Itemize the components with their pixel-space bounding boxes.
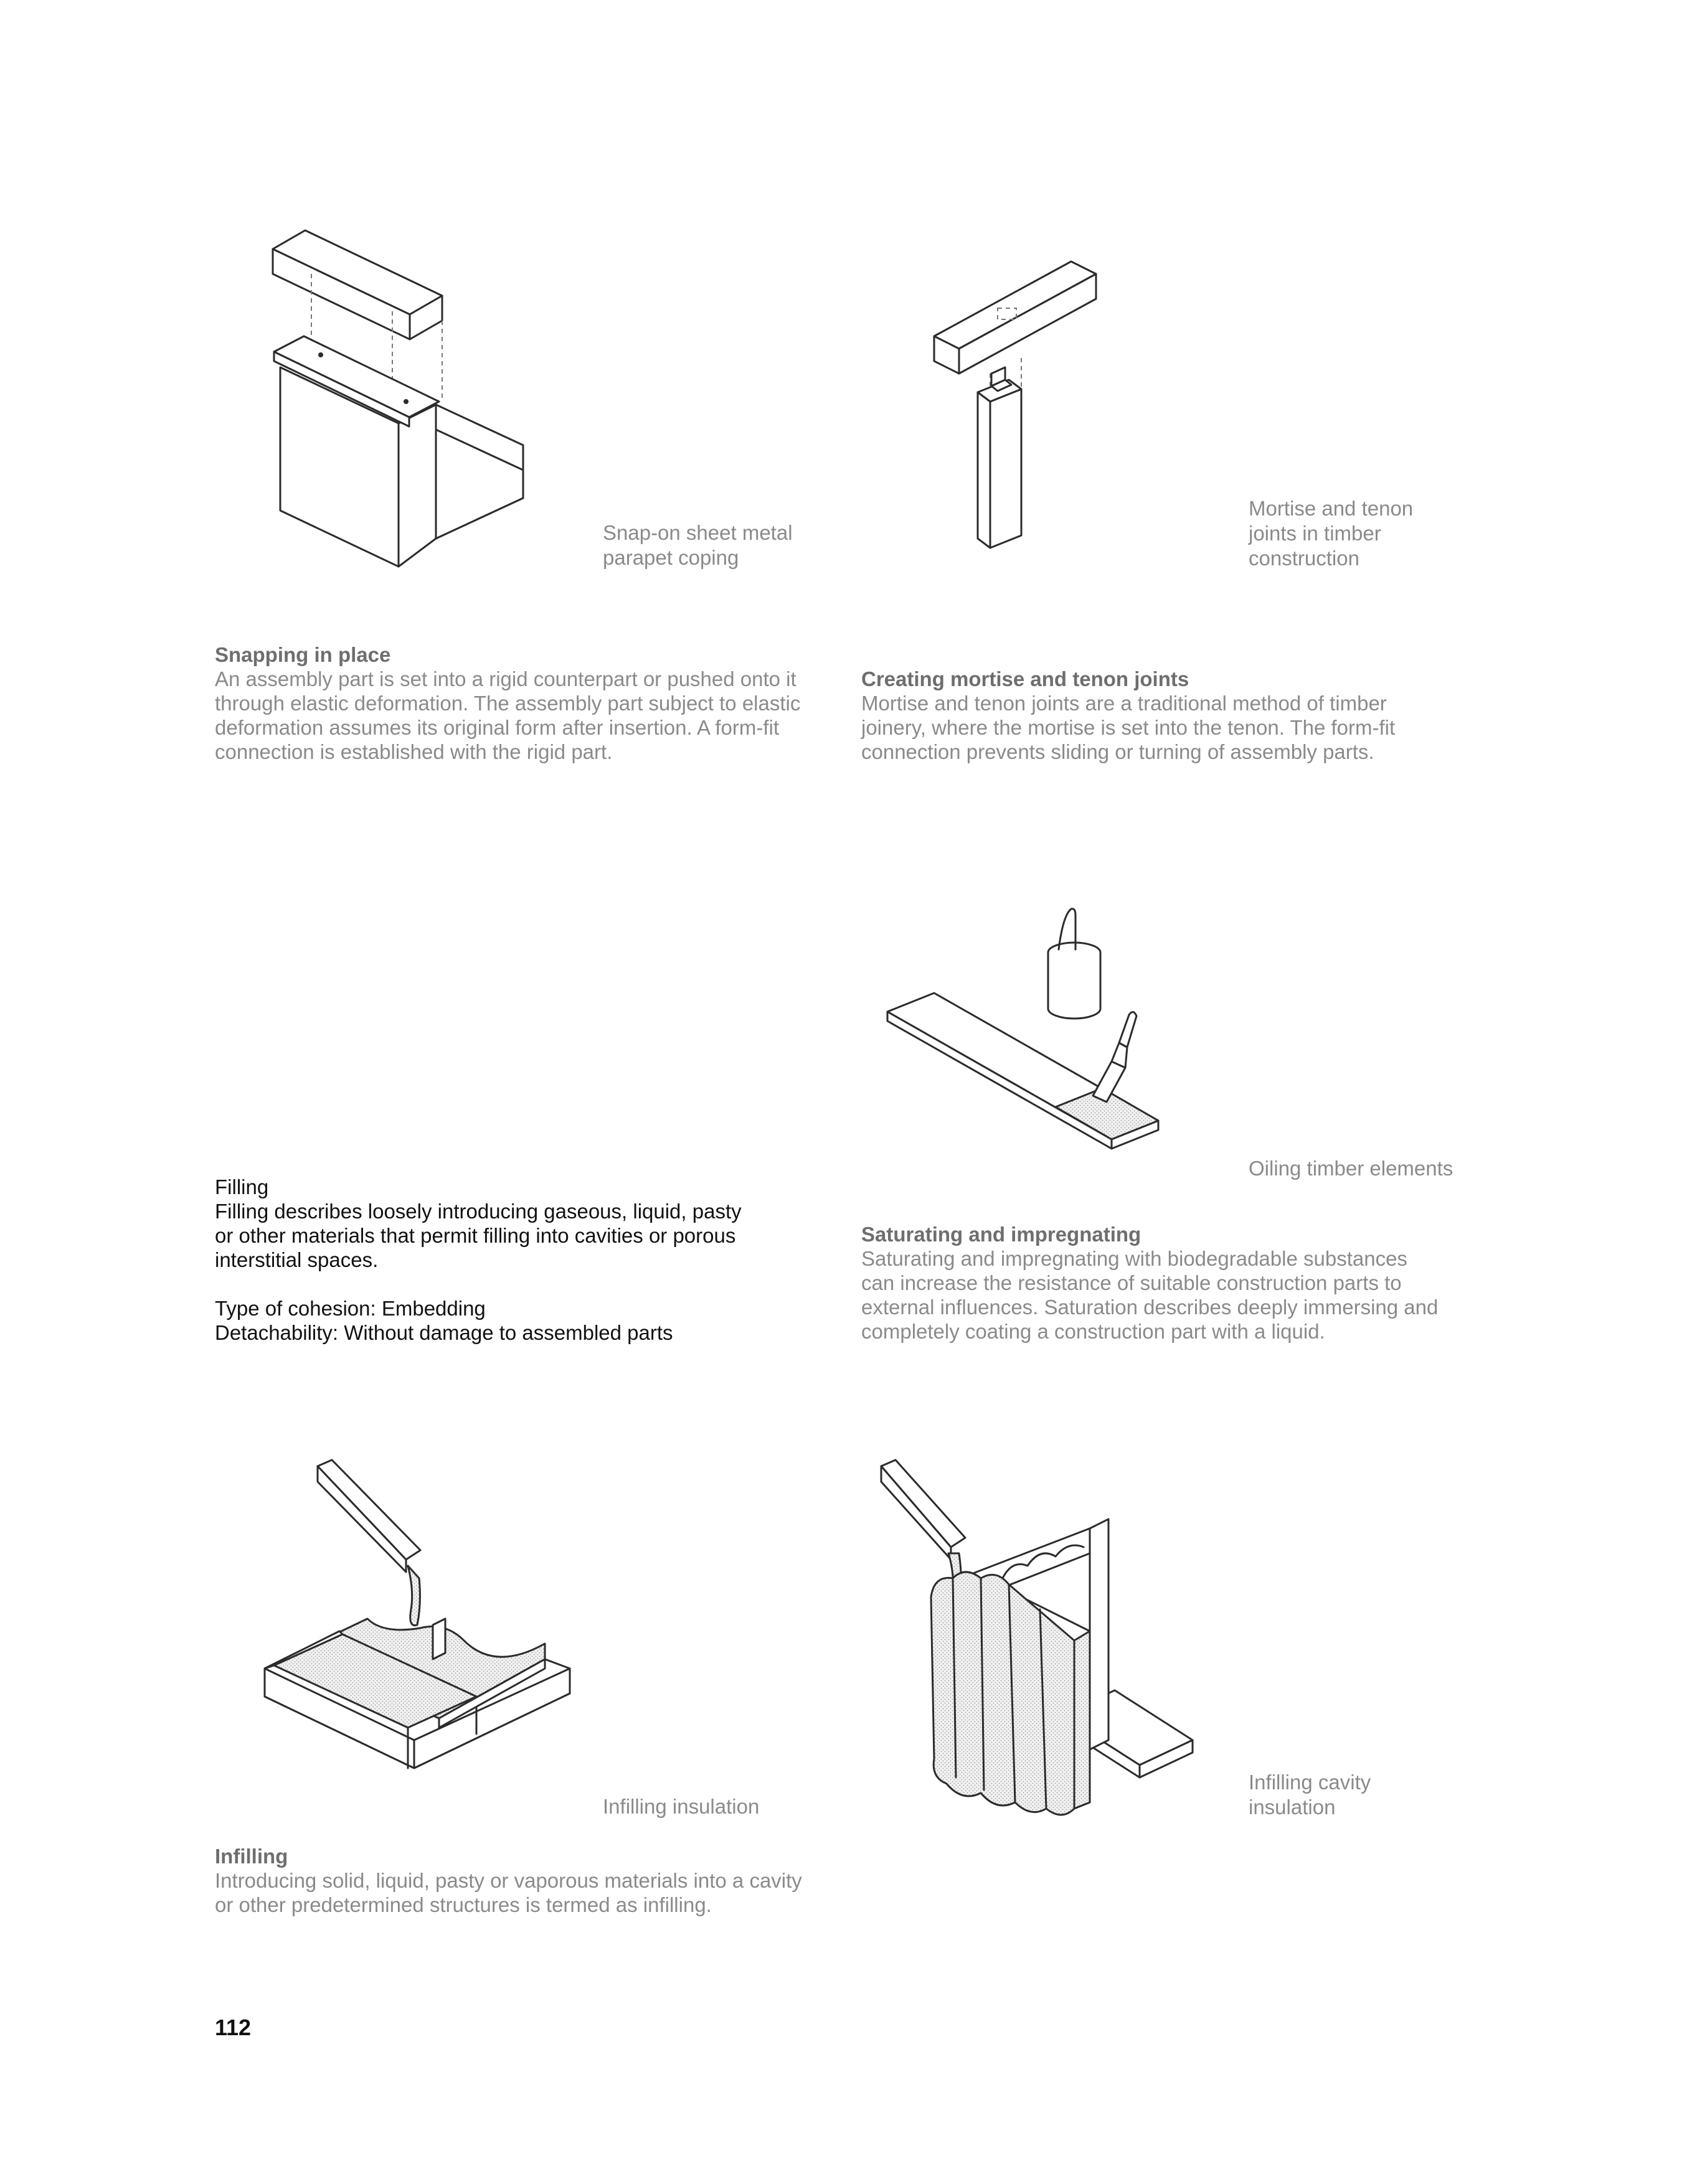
page-number: 112 xyxy=(215,2015,252,2040)
saturating-section xyxy=(861,1222,1484,1344)
saturating-body: Saturating and impregnating with biodegradable substances can increase the resistance of suitable construction parts to external influences. Saturation describes deeply immersing and completely coating a construction part with a liquid. xyxy=(861,1247,1439,1343)
filling-cohesion: Type of cohesion: Embedding xyxy=(215,1297,486,1320)
snapping-section xyxy=(215,642,838,764)
snap-on-coping-caption: Snap-on sheet metal parapet coping xyxy=(603,521,793,569)
mortise-title: Creating mortise and tenon joints xyxy=(861,667,1189,690)
infilling-title: Infilling xyxy=(215,1845,288,1868)
mortise-section xyxy=(861,667,1484,764)
snapping-title: Snapping in place xyxy=(215,643,391,666)
infilling-insulation-illustration xyxy=(258,1454,582,1827)
snap-on-coping-illustration xyxy=(262,224,536,573)
filling-title: Filling xyxy=(215,1175,269,1198)
filling-section xyxy=(215,1175,838,1345)
infilling-body: Introducing solid, liquid, pasty or vaporous materials into a cavity or other predetermined structures is termed as infilling. xyxy=(215,1869,802,1916)
saturating-title: Saturating and impregnating xyxy=(861,1223,1141,1246)
mortise-tenon-illustration xyxy=(928,249,1102,554)
snapping-body: An assembly part is set into a rigid counterpart or pushed onto it through elastic deformation. The assembly part subject to elastic deformation assumes its original form after insertion. A form-fit connection is established with the rigid part. xyxy=(215,667,801,763)
mortise-tenon-caption: Mortise and tenon joints in timber construction xyxy=(1249,497,1414,570)
oiling-caption: Oiling timber elements xyxy=(1249,1157,1453,1180)
cavity-insulation-caption: Infilling cavity insulation xyxy=(1249,1771,1371,1819)
filling-body: Filling describes loosely introducing gaseous, liquid, pasty or other materials that permit filling into cavities or porous interstitial spaces. xyxy=(215,1200,742,1271)
cavity-insulation-illustration xyxy=(875,1454,1211,1827)
filling-detachability: Detachability: Without damage to assembled parts xyxy=(215,1321,673,1344)
infilling-section xyxy=(215,1844,838,1917)
oiling-timber-illustration xyxy=(881,903,1168,1170)
infilling-insulation-caption: Infilling insulation xyxy=(603,1795,760,1818)
mortise-body: Mortise and tenon joints are a traditional method of timber joinery, where the mortise is set into the tenon. The form-fit connection prevents sliding or turning of assembly parts. xyxy=(861,692,1396,763)
